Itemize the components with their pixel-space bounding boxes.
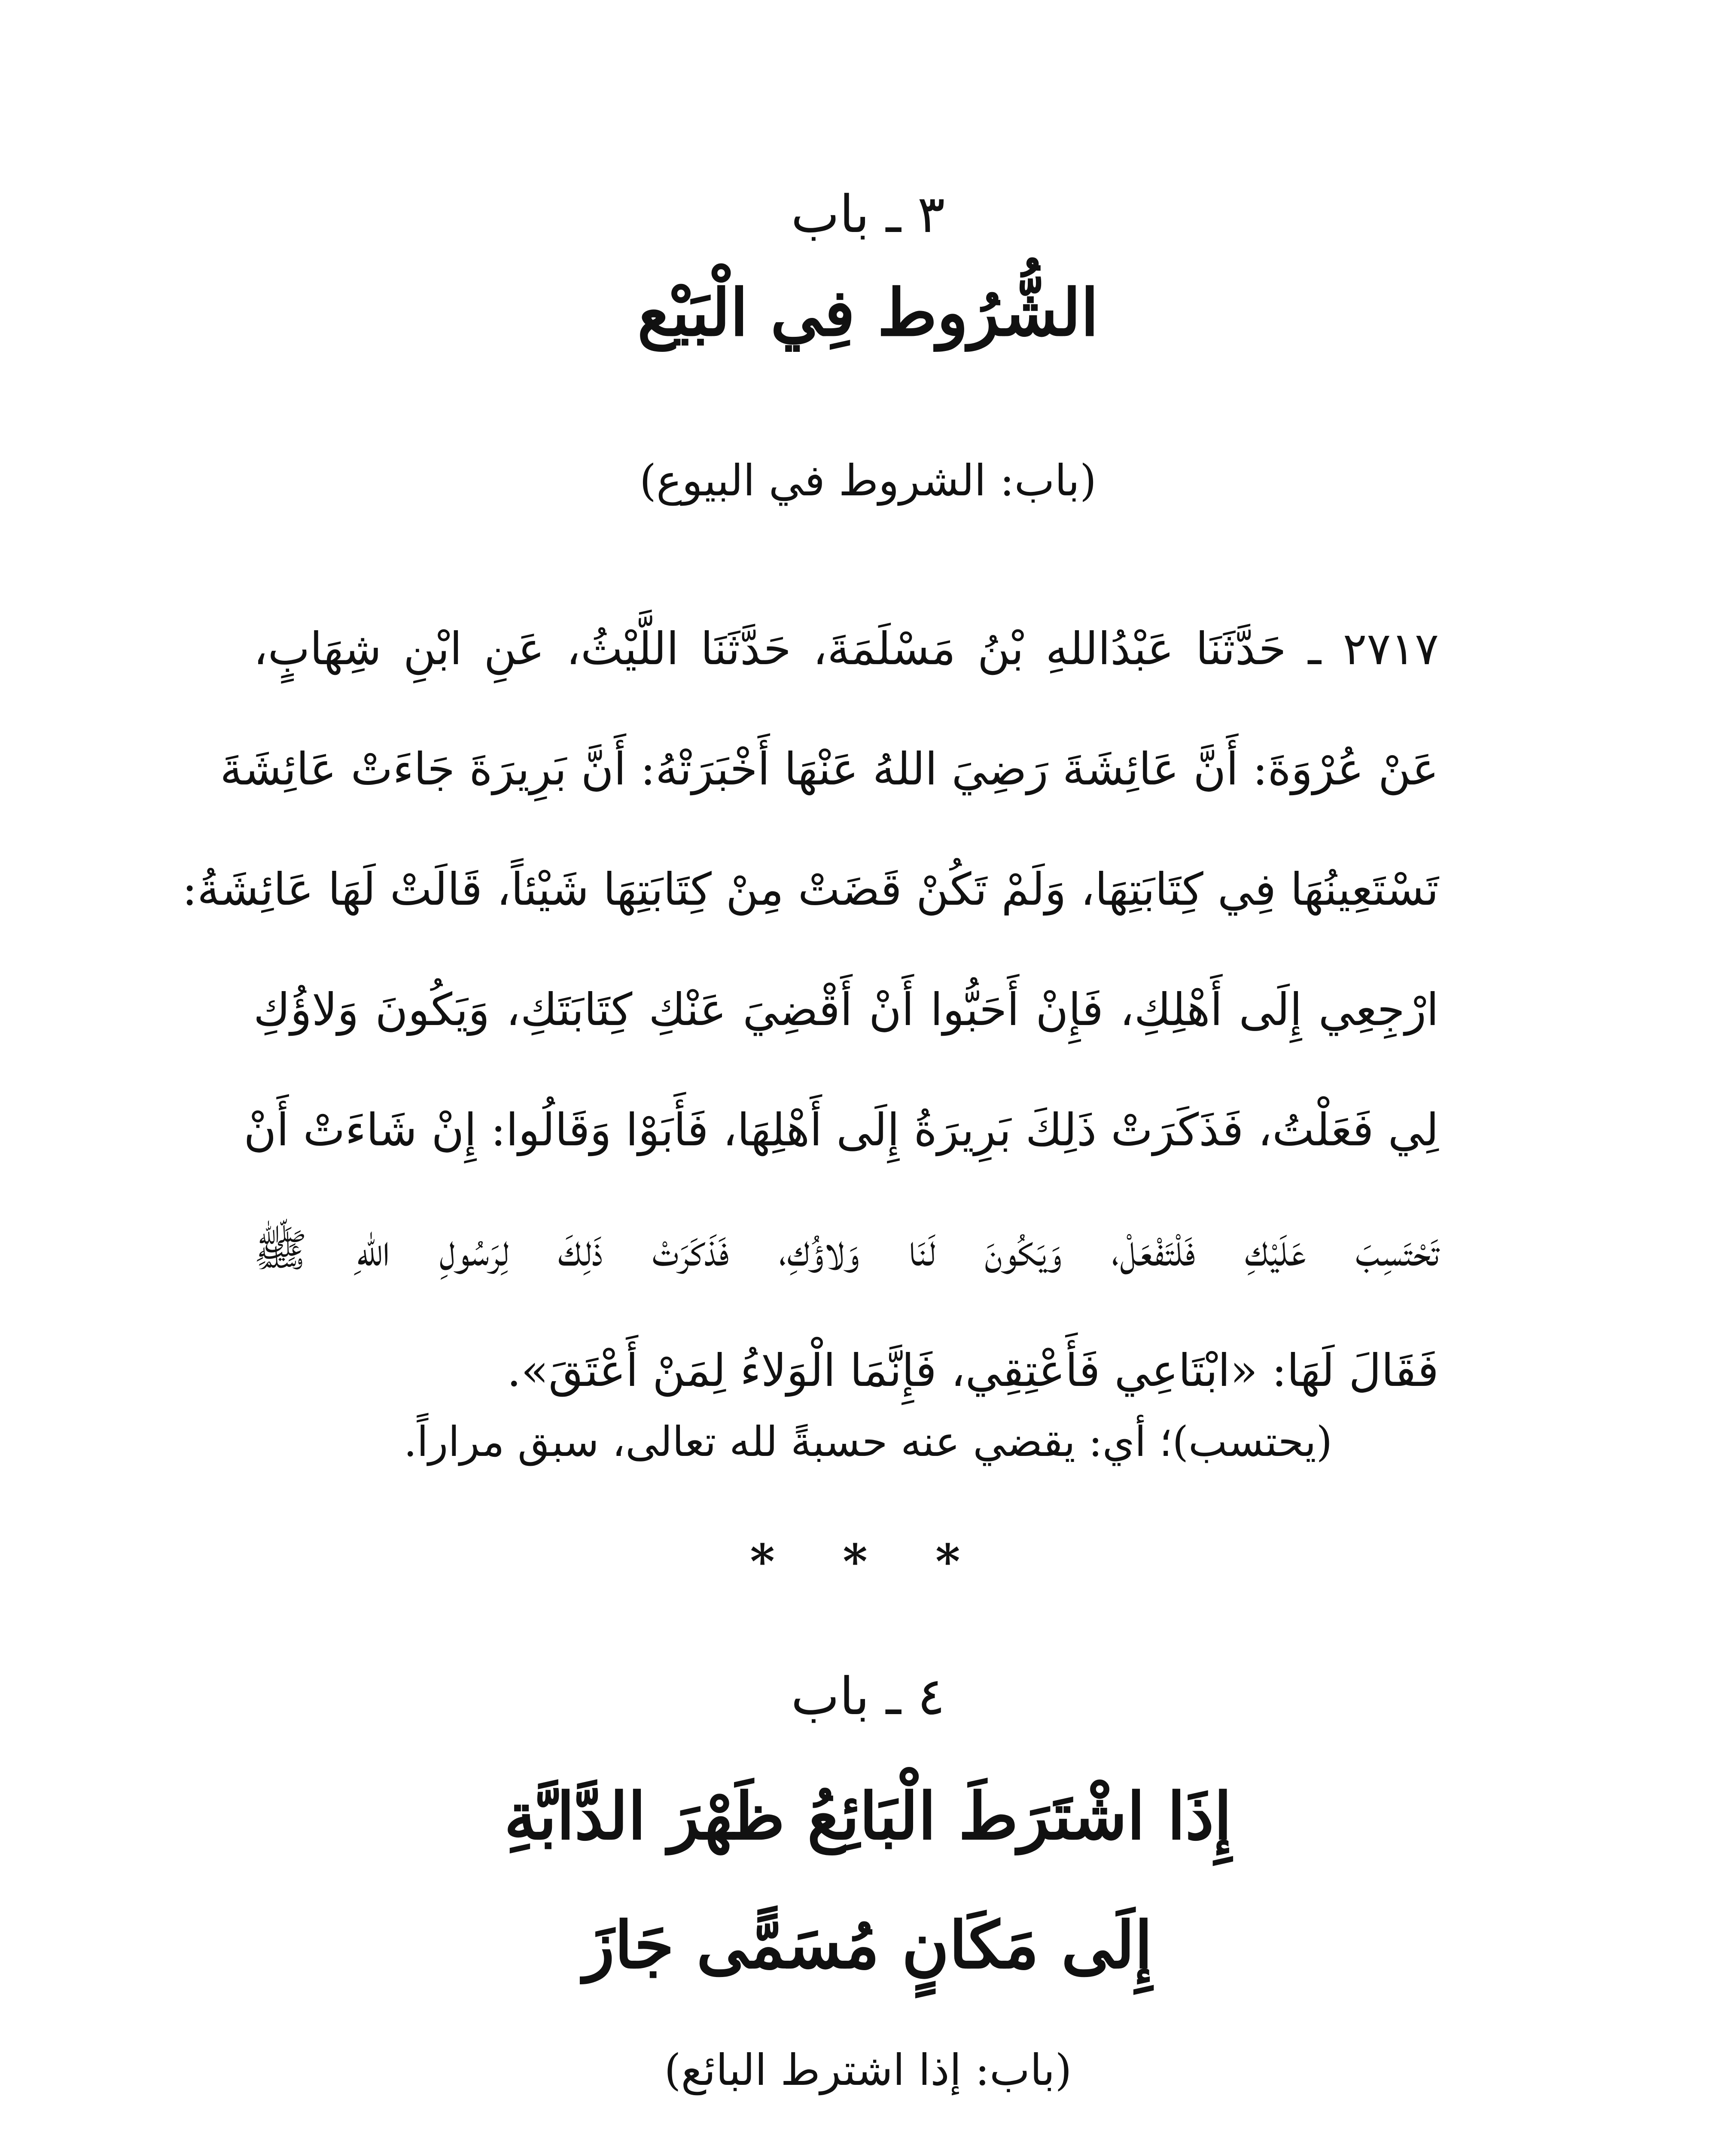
hadith-line: لِي فَعَلْتُ، فَذَكَرَتْ ذَلِكَ بَرِيرَةُ إِلَى أَهْلِهَا، فَأَبَوْا وَقَالُوا: إِنْ شَاءَتْ أَنْ (244, 1104, 1439, 1156)
section-1-number: ٣ ـ باب (791, 185, 945, 244)
hadith-2717-paragraph (182, 589, 1439, 1431)
section-2-title-line-1: إِذَا اشْتَرَطَ الْبَائِعُ ظَهْرَ الدَّابَّةِ (504, 1779, 1232, 1854)
section-2-title-line-2: إِلَى مَكَانٍ مُسَمًّى جَازَ (583, 1907, 1153, 1983)
section-2-number: ٤ ـ باب (791, 1667, 945, 1727)
section-2-subtitle: (باب: إذا اشترط البائع) (664, 2045, 1072, 2095)
hadith-line: تَحْتَسِبَ عَلَيْكِ فَلْتَفْعَلْ، وَيَكُونَ لَنَا وَلاؤُكِ، فَذَكَرَتْ ذَلِكَ لِرَسُولِ اللهِ ﷺ (253, 1224, 1439, 1276)
hadith-line: عَنْ عُرْوَةَ: أَنَّ عَائِشَةَ رَضِيَ اللهُ عَنْهَا أَخْبَرَتْهُ: أَنَّ بَرِيرَةَ جَاءَتْ عَائِشَةَ (220, 743, 1439, 795)
section-separator: * * * (750, 1534, 986, 1589)
explanatory-note: (يحتسب)؛ أي: يقضي عنه حسبةً لله تعالى، سبق مراراً. (403, 1418, 1333, 1466)
hadith-line: فَقَالَ لَهَا: «ابْتَاعِي فَأَعْتِقِي، فَإِنَّمَا الْوَلاءُ لِمَنْ أَعْتَقَ». (507, 1344, 1439, 1397)
hadith-line: تَسْتَعِينُهَا فِي كِتَابَتِهَا، وَلَمْ تَكُنْ قَضَتْ مِنْ كِتَابَتِهَا شَيْئاً، قَالَتْ لَهَا عَائِشَةُ: (182, 863, 1439, 915)
section-1-title: الشُّرُوط فِي الْبَيْع (637, 275, 1099, 351)
hadith-line: ٢٧١٧ ـ حَدَّثَنَا عَبْدُاللهِ بْنُ مَسْلَمَةَ، حَدَّثَنَا اللَّيْثُ، عَنِ ابْنِ شِهَابٍ، (253, 622, 1439, 675)
hadith-line: ارْجِعِي إِلَى أَهْلِكِ، فَإِنْ أَحَبُّوا أَنْ أَقْضِيَ عَنْكِ كِتَابَتَكِ، وَيَكُونَ وَلاؤُكِ (253, 983, 1439, 1036)
section-1-subtitle: (باب: الشروط في البيوع) (639, 455, 1096, 506)
